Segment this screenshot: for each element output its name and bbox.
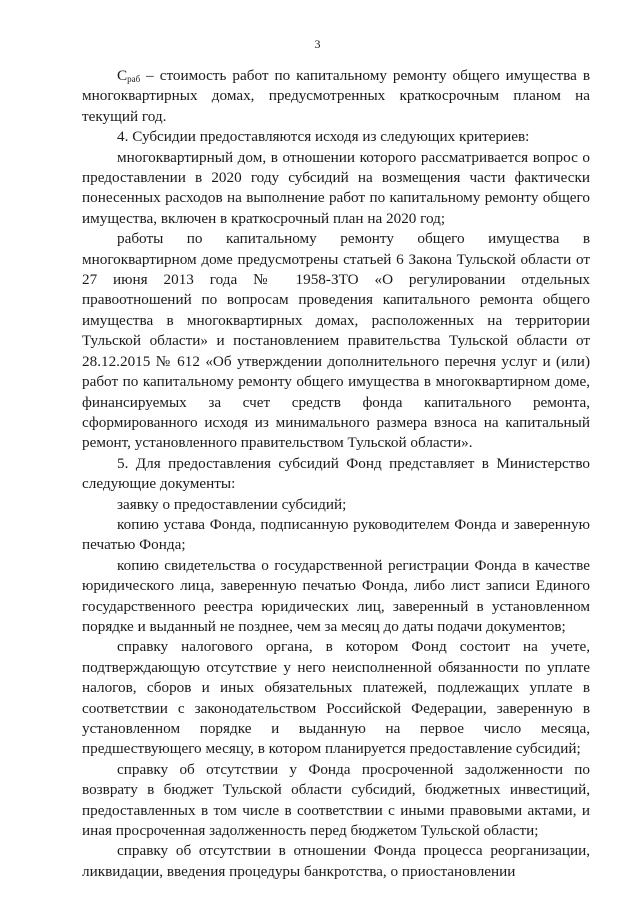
paragraph-doc-charter: копию устава Фонда, подписанную руководителем Фонда и заверенную печатью Фонда; [82,515,590,554]
paragraph-formula-definition [82,66,590,127]
paragraph-section-4: 4. Субсидии предоставляются исходя из следующих критериев: [117,128,530,146]
formula-subscript: раб [127,74,141,84]
paragraph-doc-reorganization-certificate: справку об отсутствии в отношении Фонда процесса реорганизации, ликвидации, введения процедуры банкротства, о приостановлении [82,842,590,880]
paragraph-doc-debt-certificate: справку об отсутствии у Фонда просроченной задолженности по возврату в бюджет Тульской области субсидий, бюджетных инвестиций, предоставленных в том числе в соответствии с иными правовыми актами, и иная просроченная задолженность перед бюджетом Тульской области; [82,760,590,840]
formula-definition-text: – стоимость работ по капитальному ремонту общего имущества в многоквартирных домах, предусмотренных краткосрочным планом на текущий год. [82,67,590,125]
formula-symbol: С [117,67,128,84]
paragraph-section-5: 5. Для предоставления субсидий Фонд представляет в Министерство следующие документы: [82,454,590,493]
document-body [82,66,590,882]
paragraph-doc-application: заявку о предоставлении субсидий; [117,495,347,513]
page-number: 3 [314,37,321,51]
paragraph-criterion-1: многоквартирный дом, в отношении которого рассматривается вопрос о предоставлении в 2020 году субсидий на возмещения части фактически понесенных расходов на выполнение работ по капитальному ремонту общего имущества, включен в краткосрочный план на 2020 год; [82,148,590,227]
paragraph-doc-registration: копию свидетельства о государственной регистрации Фонда в качестве юридического лица, заверенную печатью Фонда, либо лист записи Единого государственного реестра юридических лиц, заверенный в установленном порядке и выданный не позднее, чем за месяц до даты подачи документов; [82,556,590,635]
paragraph-criterion-2: работы по капитальному ремонту общего имущества в многоквартирном доме предусмотрены статьей 6 Закона Тульской области от 27 июня 2013 года № 1958-ЗТО «О регулировании отдельных правоотношений по вопросам проведения капитального ремонта общего имущества в многоквартирных домах, расположенных на территории Тульской области» и постановлением правительства Тульской области от 28.12.2015 № 612 «Об утверждении дополнительного перечня услуг и (или) работ по капитальному ремонту общего имущества в многоквартирном доме, финансируемых за счет средств фонда капитального ремонта, сформированного исходя из минимального размера взноса на капитальный ремонт, установленного правительством Тульской области». [82,230,590,452]
paragraph-doc-tax-certificate: справку налогового органа, в котором Фонд состоит на учете, подтверждающую отсутствие у него неисполненной обязанности по уплате налогов, сборов и иных обязательных платежей, подлежащих уплате в соответствии с законодательством Российской Федерации, заверенную в установленном порядке и выданную на первое число месяца, предшествующего месяцу, в котором планируется предоставление субсидий; [82,638,590,758]
